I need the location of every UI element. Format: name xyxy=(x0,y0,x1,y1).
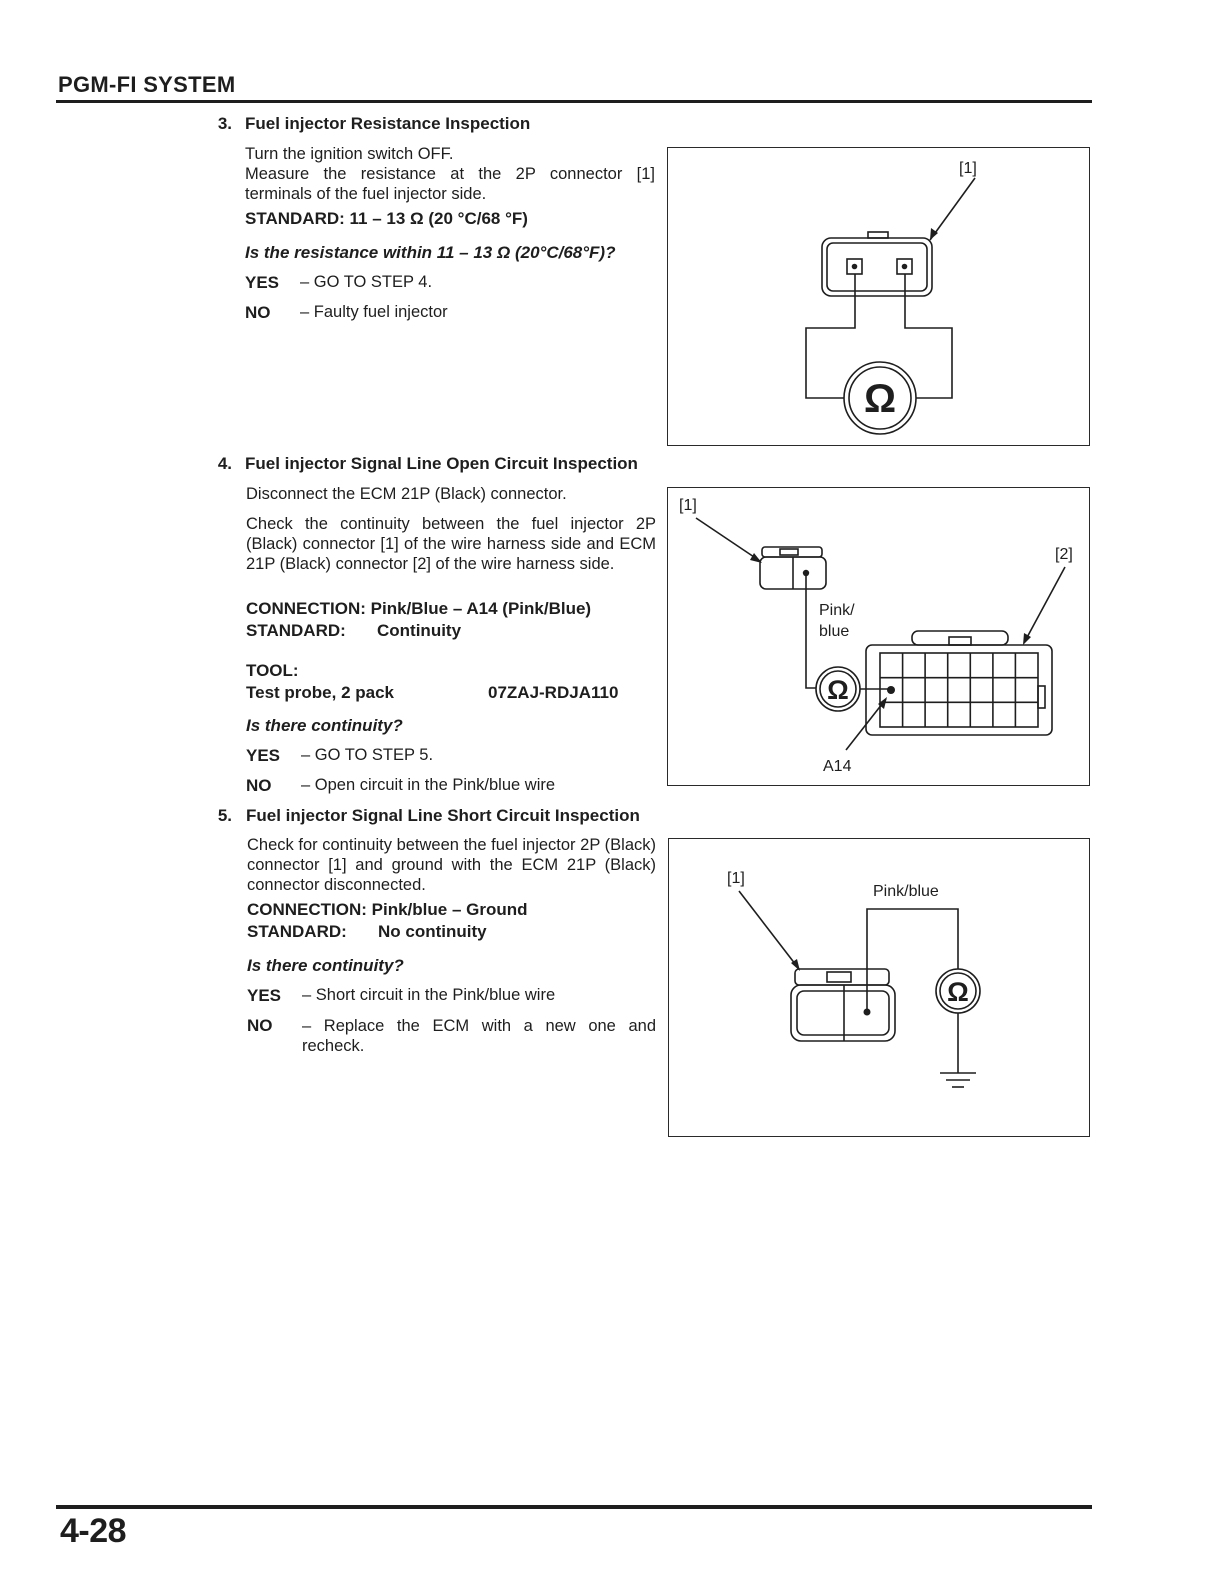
ohmmeter-icon xyxy=(936,969,980,1013)
ecm-connector-top xyxy=(912,631,1008,645)
ohm-symbol: Ω xyxy=(863,377,897,421)
wire-label-line-2: blue xyxy=(819,623,850,640)
a14-pin-dot xyxy=(887,686,895,694)
injector-connector-2p xyxy=(760,547,826,589)
step5-standard-value: No continuity xyxy=(378,922,487,941)
ohm-symbol: Ω xyxy=(827,675,849,705)
terminal-2-dot xyxy=(902,264,908,270)
step3-number: 3. xyxy=(217,114,232,133)
probe-wire-pink-blue xyxy=(806,573,816,688)
ohmmeter-icon xyxy=(844,362,916,434)
connector-2p xyxy=(822,232,932,296)
step3-yes-key: YES xyxy=(245,273,280,292)
figure-short-circuit-inspection xyxy=(668,838,1090,1137)
probe-wire-pink-blue xyxy=(867,909,958,1012)
step4-standard-value: Continuity xyxy=(377,621,462,640)
step5-no-text: – Replace the ECM with a new one and recheck. xyxy=(302,1017,656,1055)
ohmmeter-icon xyxy=(816,667,860,711)
step4-standard-key: STANDARD: xyxy=(246,621,346,640)
callout-1-label: [1] xyxy=(679,497,697,514)
figure-open-circuit-inspection xyxy=(667,487,1090,786)
step3-line1: Turn the ignition switch OFF. xyxy=(245,145,454,163)
callout-1-leader xyxy=(696,518,760,561)
step4-tool-part-number: 07ZAJ-RDJA110 xyxy=(488,683,619,702)
connector-latch xyxy=(827,972,851,982)
connector-latch xyxy=(868,232,888,238)
step4-question: Is there continuity? xyxy=(246,716,403,735)
ecm-connector-latch xyxy=(949,637,971,645)
step4-line1: Disconnect the ECM 21P (Black) connector. xyxy=(246,485,567,503)
step4-no-text: – Open circuit in the Pink/blue wire xyxy=(301,776,556,794)
connector-outer xyxy=(822,238,932,296)
step5-question: Is there continuity? xyxy=(247,956,404,975)
step5-yes-key: YES xyxy=(247,986,282,1005)
figure-resistance-diagram xyxy=(668,148,1089,445)
header-rule xyxy=(56,100,1092,103)
ecm-side-tab xyxy=(1038,686,1045,708)
ground-icon xyxy=(940,1073,976,1087)
step5-heading xyxy=(204,806,664,828)
wire-label-line-1: Pink/ xyxy=(819,602,855,619)
step3-no-text: – Faulty fuel injector xyxy=(300,303,448,321)
step3-line2: Measure the resistance at the 2P connector [1] terminals of the fuel injector side. xyxy=(245,165,655,203)
step5-title: Fuel injector Signal Line Short Circuit Inspection xyxy=(246,806,640,825)
section-title: PGM-FI SYSTEM xyxy=(58,72,236,97)
connector-body xyxy=(791,985,895,1041)
step3-yes-text: – GO TO STEP 4. xyxy=(300,273,433,291)
step3-heading xyxy=(204,114,664,136)
callout-1-label: [1] xyxy=(727,870,745,887)
step5-standard-key: STANDARD: xyxy=(247,922,347,941)
figure-short-circuit-diagram xyxy=(669,839,1089,1136)
connector-latch xyxy=(780,549,798,555)
step4-no-key: NO xyxy=(246,776,272,795)
step3-standard: STANDARD: 11 – 13 Ω (20 °C/68 °F) xyxy=(245,209,528,228)
ecm-pin-grid xyxy=(880,653,1038,727)
step4-connection: CONNECTION: Pink/Blue – A14 (Pink/Blue) xyxy=(246,599,592,618)
step3-title: Fuel injector Resistance Inspection xyxy=(245,114,531,133)
callout-1-label: [1] xyxy=(959,160,977,177)
terminal-1-dot xyxy=(852,264,858,270)
step4-number: 4. xyxy=(217,454,232,473)
ecm-connector-21p xyxy=(866,631,1052,735)
page-number: 4-28 xyxy=(60,1512,127,1550)
step4-title: Fuel injector Signal Line Open Circuit Inspection xyxy=(245,454,638,473)
step4-heading xyxy=(204,454,664,476)
callout-1-leader xyxy=(930,178,975,240)
figure-resistance-inspection xyxy=(667,147,1090,446)
step4-tool-name: Test probe, 2 pack xyxy=(246,683,395,702)
step5-number: 5. xyxy=(217,806,232,825)
probe-wire-right xyxy=(905,274,952,398)
step4-yes-text: – GO TO STEP 5. xyxy=(301,746,434,764)
connector-inner xyxy=(797,991,889,1035)
step4-yes-key: YES xyxy=(246,746,281,765)
step4-tool-label: TOOL: xyxy=(246,661,299,680)
terminal-a14-label: A14 xyxy=(823,758,852,775)
callout-2-leader xyxy=(1024,567,1065,643)
step3-no-key: NO xyxy=(245,303,271,322)
step5-no-key: NO xyxy=(247,1016,273,1035)
callout-2-arrow xyxy=(1023,633,1031,645)
ohm-symbol: Ω xyxy=(947,977,969,1007)
footer-rule xyxy=(56,1505,1092,1509)
injector-connector-2p xyxy=(791,969,895,1041)
step5-yes-text: – Short circuit in the Pink/blue wire xyxy=(302,986,556,1004)
step5-connection: CONNECTION: Pink/blue – Ground xyxy=(247,900,528,919)
probe-wire-left xyxy=(806,274,855,398)
step5-line1: Check for continuity between the fuel injector 2P (Black) connector [1] and ground with the ECM 21P (Black) connector disconnected. xyxy=(247,836,656,894)
callout-1-leader xyxy=(739,891,799,969)
step3-question: Is the resistance within 11 – 13 Ω (20°C/68°F)? xyxy=(245,243,616,262)
callout-2-label: [2] xyxy=(1055,546,1073,563)
wire-label: Pink/blue xyxy=(873,883,939,900)
step4-line2: Check the continuity between the fuel injector 2P (Black) connector [1] of the wire harness side and ECM 21P (Black) connector [2] of the wire harness side. xyxy=(246,515,656,573)
figure-open-circuit-diagram xyxy=(668,488,1089,785)
